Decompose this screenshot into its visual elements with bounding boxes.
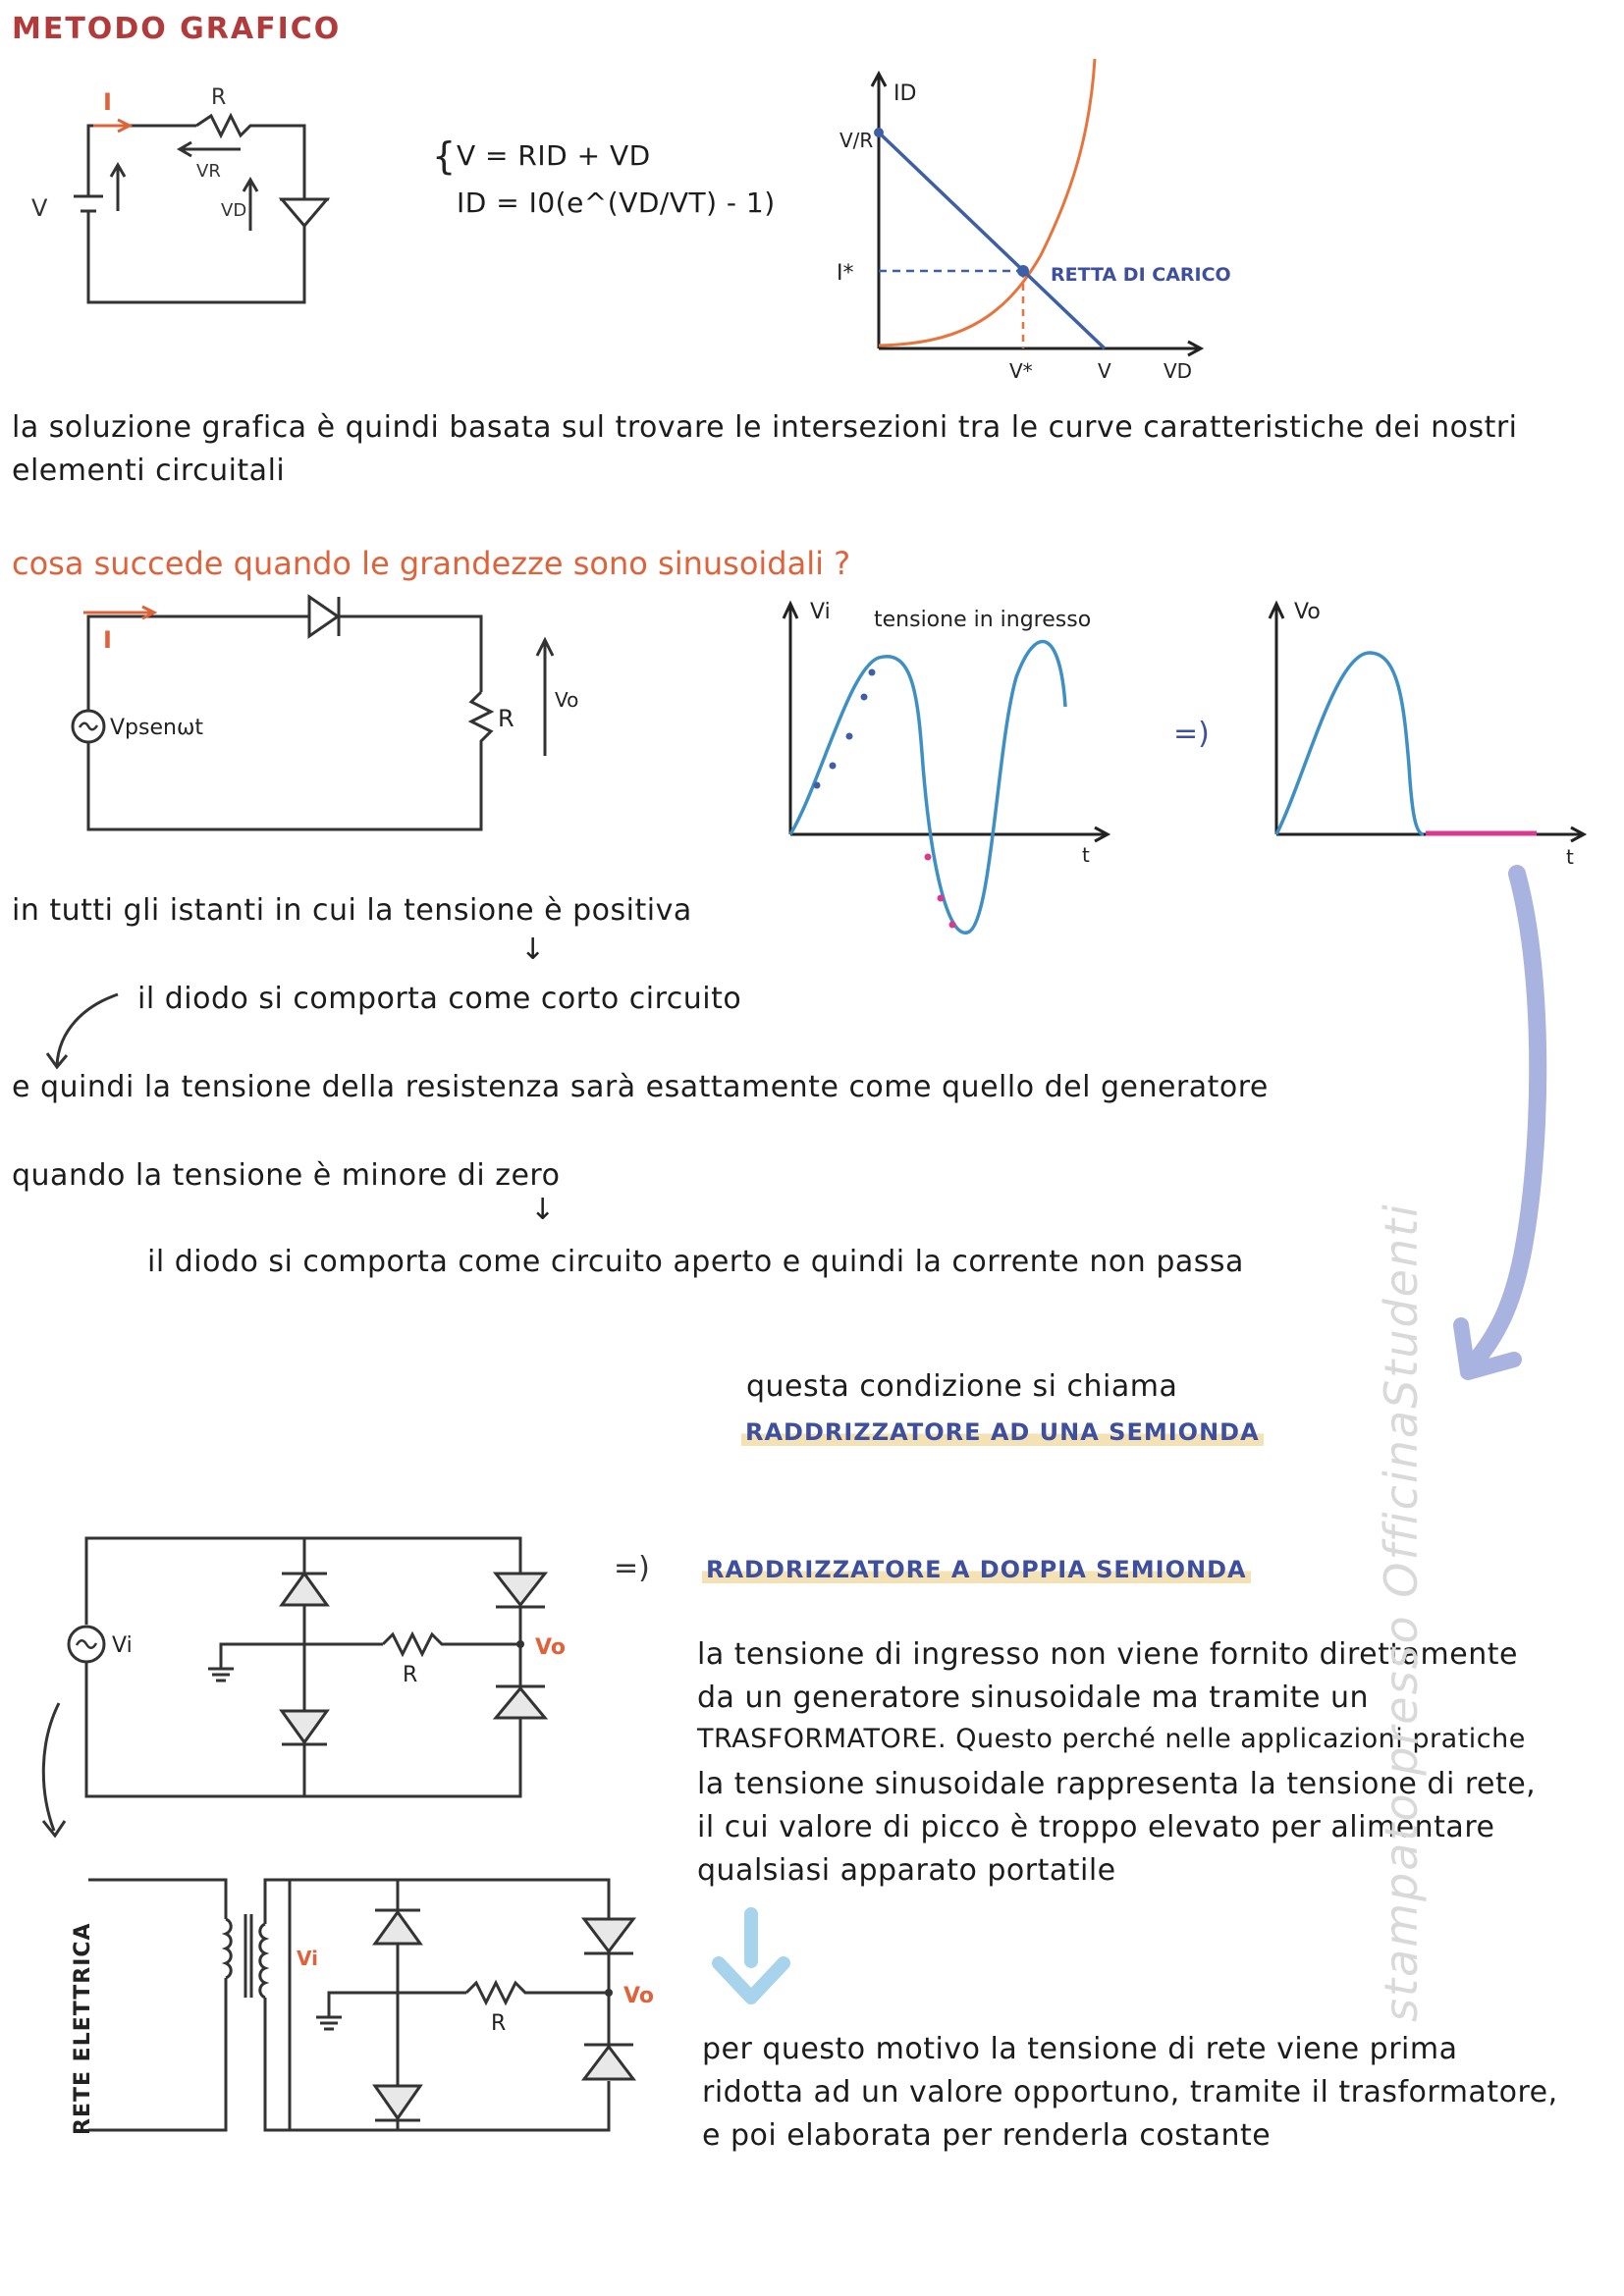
grid-label: RETE ELETTRICA xyxy=(71,1922,95,2135)
big-arrow-icon xyxy=(1443,864,1561,1394)
vd-label: VD xyxy=(221,200,247,221)
diode-icon xyxy=(496,1574,545,1605)
down-arrow-icon: ↓ xyxy=(520,933,546,967)
input-voltage-graph xyxy=(766,589,1119,952)
rectified-wave xyxy=(1276,653,1424,834)
equation-1: V = RID + VD xyxy=(457,139,651,172)
paragraph1-line-1: la tensione di ingresso non viene fornito direttamente xyxy=(697,1637,1518,1672)
section2-line-3: e quindi la tensione della resistenza sarà esattamente come quello del generatore xyxy=(12,1070,1269,1104)
diode-icon xyxy=(584,1919,633,1951)
section2-title: cosa succede quando le grandezze sono sinusoidali ? xyxy=(12,545,851,582)
diode-icon xyxy=(375,1912,420,1944)
load-line-graph xyxy=(835,59,1267,393)
implies-arrow: =) xyxy=(614,1551,650,1585)
output-voltage-graph xyxy=(1257,589,1591,883)
series-diode-circuit xyxy=(20,69,353,314)
section1-text-line-2: elementi circuitali xyxy=(12,454,286,488)
implies-arrow: =) xyxy=(1173,717,1210,751)
diode-icon xyxy=(375,2086,420,2118)
bridge-rectifier-circuit xyxy=(39,1517,589,1811)
graph-y-intercept: V/R xyxy=(839,129,874,152)
diode-icon xyxy=(282,1711,327,1742)
output-x-label: t xyxy=(1566,845,1574,869)
diode-icon xyxy=(496,1688,545,1718)
paragraph2-line-1: per questo motivo la tensione di rete viene prima xyxy=(702,2032,1458,2066)
paragraph1-line-3: TRASFORMATORE. Questo perché nelle applicazioni pratiche xyxy=(697,1724,1526,1754)
section2-line-5: il diodo si comporta come circuito aperto e quindi la corrente non passa xyxy=(147,1245,1244,1279)
section2-line-1: in tutti gli istanti in cui la tensione è positiva xyxy=(12,893,692,928)
diode-icon xyxy=(282,1574,327,1605)
section3-title: RADDRIZZATORE A DOPPIA SEMIONDA xyxy=(702,1556,1251,1583)
equation-2: ID = I0(e^(VD/VT) - 1) xyxy=(457,187,776,219)
vo-label: Vo xyxy=(535,1635,566,1660)
graph-y-label: ID xyxy=(893,81,917,106)
curved-arrow-icon xyxy=(39,987,128,1075)
watermark: stampato presso OfficinaStudenti xyxy=(1375,1202,1428,2022)
condition-name: RADDRIZZATORE AD UNA SEMIONDA xyxy=(741,1418,1264,1446)
sine-wave xyxy=(790,642,1065,934)
input-x-label: t xyxy=(1082,843,1090,867)
load-line xyxy=(879,133,1105,348)
brace: { xyxy=(432,134,457,178)
graph-v-star: V* xyxy=(1009,359,1033,383)
paragraph2-line-2: ridotta ad un valore opportuno, tramite il trasformatore, xyxy=(702,2075,1558,2109)
vr-label: VR xyxy=(196,161,221,182)
resistor-label: R xyxy=(403,1663,418,1687)
input-y-label: Vi xyxy=(810,600,831,624)
source-label: Vi xyxy=(112,1633,133,1658)
condition-text: questa condizione si chiama xyxy=(746,1369,1178,1404)
input-caption: tensione in ingresso xyxy=(874,608,1092,632)
current-label: I xyxy=(103,626,112,654)
light-blue-arrow-icon xyxy=(707,1904,795,2012)
resistor-label: R xyxy=(211,85,227,110)
resistor-label: R xyxy=(491,2011,507,2036)
vo-label: Vo xyxy=(555,688,579,712)
graph-v-tick: V xyxy=(1098,359,1111,383)
diode-icon xyxy=(282,199,327,226)
down-arrow-icon: ↓ xyxy=(530,1193,556,1227)
half-wave-circuit xyxy=(59,579,579,844)
vo-label: Vo xyxy=(623,1984,654,2008)
output-y-label: Vo xyxy=(1294,600,1321,624)
load-line-label: RETTA DI CARICO xyxy=(1051,264,1231,286)
vi-label: Vi xyxy=(297,1947,318,1970)
curved-arrow-icon xyxy=(29,1693,88,1850)
transformer-bridge-circuit xyxy=(79,1865,668,2160)
paragraph2-line-3: e poi elaborata per renderla costante xyxy=(702,2118,1272,2153)
current-label: I xyxy=(103,88,112,116)
section2-line-2: il diodo si comporta come corto circuito xyxy=(137,982,742,1016)
resistor-label: R xyxy=(498,705,514,732)
paragraph1-line-5: il cui valore di picco è troppo elevato per alimentare xyxy=(697,1810,1495,1844)
paragraph1-line-2: da un generatore sinusoidale ma tramite un xyxy=(697,1681,1370,1715)
source-label: Vpsenωt xyxy=(110,716,204,740)
section1-text-line-1: la soluzione grafica è quindi basata sul trovare le intersezioni tra le curve caratteristiche dei nostri xyxy=(12,410,1518,445)
diode-icon xyxy=(309,597,338,636)
section1-title: METODO GRAFICO xyxy=(12,12,342,46)
graph-i-star: I* xyxy=(837,261,854,286)
source-label: V xyxy=(31,194,48,222)
diode-icon xyxy=(584,2047,633,2079)
paragraph1-line-4: la tensione sinusoidale rappresenta la tensione di rete, xyxy=(697,1767,1537,1801)
section2-line-4: quando la tensione è minore di zero xyxy=(12,1158,561,1193)
graph-x-label: VD xyxy=(1164,359,1193,383)
paragraph1-line-6: qualsiasi apparato portatile xyxy=(697,1853,1116,1888)
